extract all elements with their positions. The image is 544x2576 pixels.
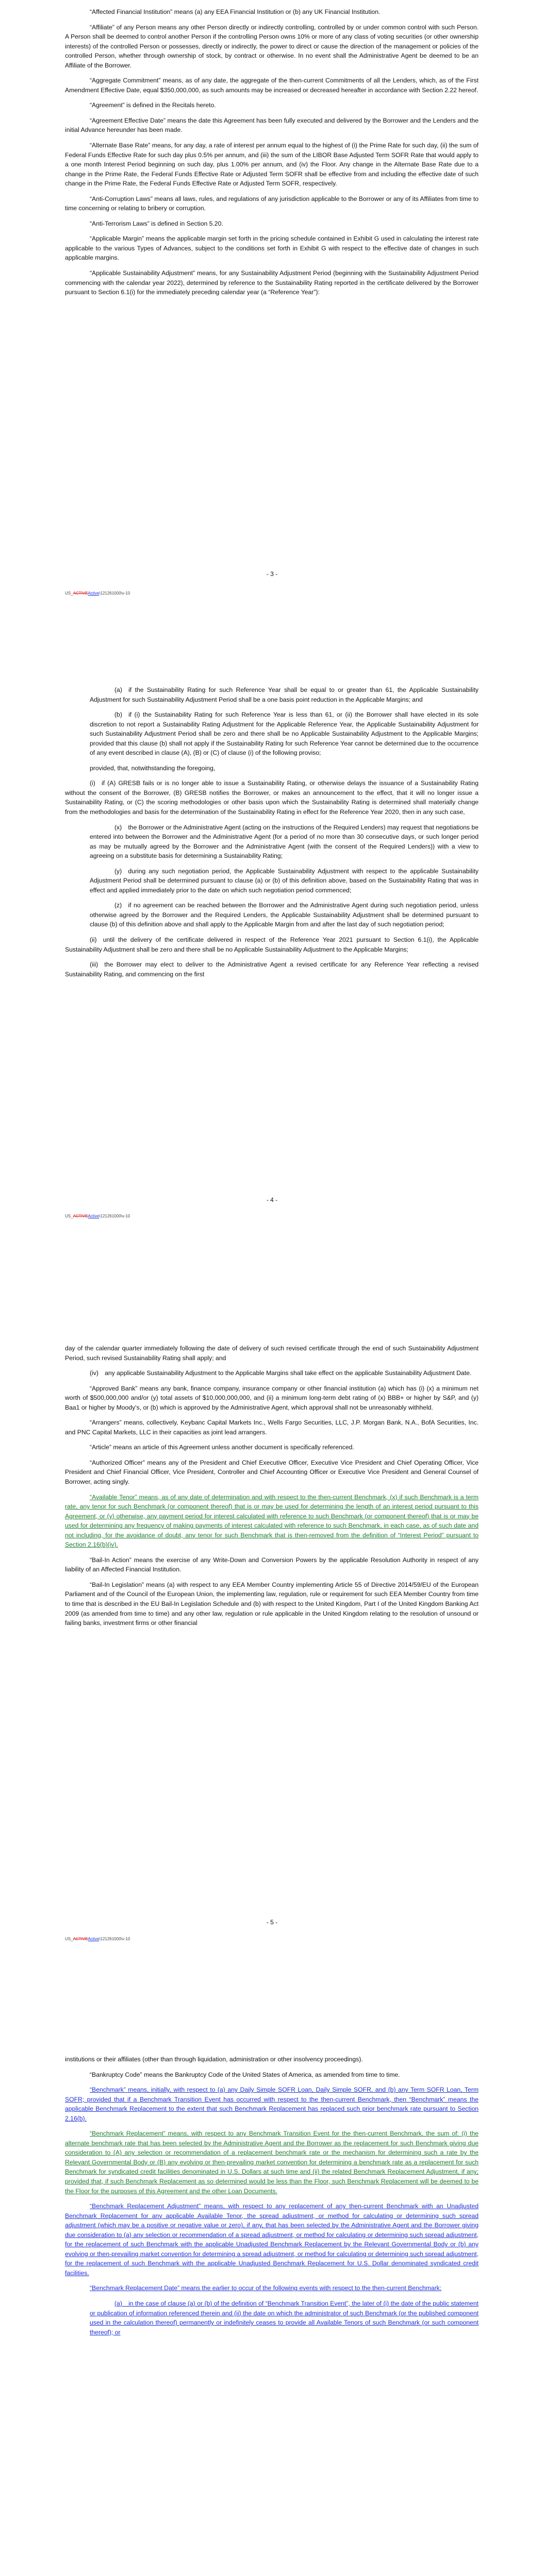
def-benchmark-replacement-date: “Benchmark Replacement Date” means the earlier to occur of the following events with respect to the then-current Benchmark: — [90, 2284, 442, 2292]
def-bail-in-action: “Bail-In Action” means the exercise of any Write-Down and Conversion Powers by the applicable Resolution Authority in respect of any liability of an Affected Financial Institution. — [65, 1556, 479, 1573]
def-benchmark-replacement-date-a: (a) in the case of clause (a) or (b) of the definition of “Benchmark Transition Event”, the later of (i) the date of the public statement or publication of information referenced therein and (ii) the date on which the administrator of such Benchmark (or the published component used in the calculation thereof) permanently or indefinitely ceases to provide all Available Tenors of such Benchmark (or such component thereof); or — [90, 2300, 479, 2336]
footer-suffix: \121261000\v-10 — [99, 591, 130, 596]
page-6-body — [65, 2055, 479, 2343]
def-affiliate: “Affiliate” of any Person means any other Person directly or indirectly controlling, controlled by or under common control with such Person. A Person shall be deemed to control another Person if the controlling Person owns 10% or more of any class of voting securities (or other ownership interests) of the controlled Person or possesses, directly or indirectly, the power to direct or cause the direction of the management or policies of the controlled Person, whether through ownership of stock, by contract or otherwise. In no event shall the Administrative Agent be deemed to be an Affiliate of the Borrower. — [65, 23, 479, 69]
asa-proviso-iii: (iii) the Borrower may elect to deliver to the Administrative Agent a revised certificate for any Reference Year reflecting a revised Sustainability Rating, and commencing on the first — [65, 961, 479, 978]
def-available-tenor: “Available Tenor” means, as of any date of determination and with respect to the then-current Benchmark, (x) if such Benchmark is a term rate, any tenor for such Benchmark (or component thereof) that is or may be used for determining the length of an interest period pursuant to this Agreement, or (y) otherwise, any payment period for interest calculated with reference to such Benchmark (or component thereof) that is or may be used for determining any frequency of making payments of interest calculated with reference to such Benchmark, in each case, as of such date and not including, for the avoidance of doubt, any tenor for such Benchmark that is then-removed from the definition of “Interest Period” pursuant to Section 2.16(b)(iv). — [65, 1493, 479, 1549]
def-agreement: “Agreement” is defined in the Recitals hereto. — [90, 101, 216, 109]
def-aggregate-commitment — [65, 76, 479, 95]
page-number: - 3 - — [266, 570, 278, 578]
footer-inserted: Active — [88, 1214, 100, 1218]
def-arrangers: “Arrangers” means, collectively, Keybanc Capital Markets Inc., Wells Fargo Securities, LLC, J.P. Morgan Bank, N.A., BofA Securities, Inc. and PNC Capital Markets, LLC in their capacities as joint lead arrangers. — [65, 1419, 479, 1436]
page-4-body — [65, 685, 479, 985]
def-approved-bank: “Approved Bank” means any bank, finance company, insurance company or other financial institution (a) which has (i) (x) a minimum net worth of $500,000,000 and/or (y) total assets of $10,000,000,000, and (ii) a minimum long-term debt rating of (x) BBB+ or higher by S&P, and (y) Baa1 or higher by Moody’s, or (b) which is approved by the Administrative Agent, which approval shall not be unreasonably withheld. — [65, 1384, 479, 1411]
def-aggregate-commitment-text: “Aggregate Commitment” means, as of any date, the aggregate of the then-current Commitments of all the Lenders, which, as of the First Amendment Effective Date, equal $350,000,000, as such amounts may be increased or decreased hereafter in accordance with Section 2.22 hereof. — [65, 77, 479, 94]
page-3-body — [65, 7, 479, 303]
footer-doc-id — [65, 590, 130, 597]
page-5-body — [65, 1344, 479, 1634]
asa-clause-b: (b) if (i) the Sustainability Rating for such Reference Year is less than 61, or (ii) the Borrower shall have elected in its sole discretion to not report a Sustainability Rating Adjustment for the Applicable Reference Year, the Applicable Sustainability Adjustment for such Sustainability Adjustment Period shall be zero and there shall be no Applicable Sustainability Adjustment to the Applicable Margins; provided that this clause (b) shall not apply if the Sustainability Rating for such Reference Year cannot be determined due to the occurrence of any event described in clause (A), (B) or (C) of clause (i) of the following proviso; — [90, 711, 479, 757]
def-benchmark-replacement: “Benchmark Replacement” means, with respect to any Benchmark Transition Event for the then-current Benchmark, the sum of: (i) the alternate benchmark rate that has been selected by the Administrative Agent and the Borrower as the replacement for such Benchmark giving due consideration to (A) any selection or recommendation of a replacement benchmark rate or the mechanism for determining such a rate by the Relevant Governmental Body or (B) any evolving or then-prevailing market convention for determining a benchmark rate as a replacement for such Benchmark for syndicated credit facilities denominated in U.S. Dollars at such time and (ii) the related Benchmark Replacement Adjustment, if any; provided that, if such Benchmark Replacement as so determined would be less than the Floor, such Benchmark Replacement will be deemed to be the Floor for the purposes of this Agreement and the other Loan Documents. — [65, 2130, 479, 2195]
footer-suffix: \121261000\v-10 — [99, 1214, 130, 1218]
page-number: - 4 - — [266, 1196, 278, 1204]
footer-deleted: ACTIVE — [73, 591, 88, 596]
footer-prefix: US_ — [65, 1214, 73, 1218]
asa-proviso-x: (x) the Borrower or the Administrative Agent (acting on the instructions of the Required Lenders) may request that negotiations be entered into between the Borrower and the Administrative Agent (for a period of no more than 30 consecutive days, or such longer period as may be mutually agreed by the Borrower and the Administrative Agent (with the consent of the Required Lenders)) with a view to agreeing on a substitute basis for determining a Sustainability Rating; — [90, 823, 479, 860]
def-anti-corruption-laws: “Anti-Corruption Laws” means all laws, rules, and regulations of any jurisdiction applicable to the Borrower or any of its Affiliates from time to time concerning or relating to bribery or corruption. — [65, 195, 479, 212]
footer-inserted: Active — [88, 1937, 100, 1941]
asa-proviso-iii-cont: day of the calendar quarter immediately following the date of delivery of such revised certificate through the end of such Sustainability Adjustment Period, such revised Sustainability Rating shall apply; and — [65, 1345, 479, 1362]
asa-proviso-iv: (iv) any applicable Sustainability Adjustment to the Applicable Margins shall take effect on the applicable Sustainability Adjustment Date. — [90, 1369, 472, 1377]
def-alternate-base-rate: “Alternate Base Rate” means, for any day, a rate of interest per annum equal to the highest of (i) the Prime Rate for such day, (ii) the sum of Federal Funds Effective Rate for such day plus 0.5% per annum, and (iii) the sum of the LIBOR Base Adjusted Term SOFR Rate that would apply to a one month Interest Period beginning on such day, plus 1.00% per annum, and (iv) the Floor. Any change in the Alternate Base Rate due to a change in the Prime Rate, the Federal Funds Effective Rate or Adjusted Term SOFR shall be effective from and including the effective date of such change in the Prime Rate, the Federal Funds Effective Rate or Adjusted Term SOFR, respectively. — [65, 142, 479, 188]
asa-proviso-ii: (ii) until the delivery of the certificate delivered in respect of the Reference Year 2021 pursuant to Section 6.1(i), the Applicable Sustainability Adjustment shall be zero and there shall be no Applicable Sustainability Adjustment to the Applicable Margins; — [65, 936, 479, 953]
footer-deleted: ACTIVE — [73, 1214, 88, 1218]
footer-doc-id — [65, 1213, 130, 1219]
footer-deleted: ACTIVE — [73, 1937, 88, 1941]
asa-proviso-i: (i) if (A) GRESB fails or is no longer able to issue a Sustainability Rating, or otherwise delays the issuance of a Sustainability Rating without the consent of the Borrower, (B) GRESB notifies the Borrower, or makes an announcement to the effect, that it will no longer issue a Sustainability Rating, or (C) the scoring methodologies or other basis upon which the Sustainability Rating is determined shall materially change from the methodologies and basis for the determination of the Sustainability Rating in effect for the Reference Year 2020, then in any such case, — [65, 779, 479, 816]
page-number: - 5 - — [266, 1919, 278, 1926]
def-benchmark: “Benchmark” means, initially, with respect to (a) any Daily Simple SOFR Loan, Daily Simple SOFR, and (b) any Term SOFR Loan, Term SOFR; provided that if a Benchmark Transition Event has occurred with respect to the then-current Benchmark, then “Benchmark” means the applicable Benchmark Replacement to the extent that such Benchmark Replacement has replaced such prior benchmark rate pursuant to Section 2.16(b). — [65, 2086, 479, 2122]
footer-doc-id — [65, 1936, 130, 1942]
def-authorized-officer: “Authorized Officer” means any of the President and Chief Executive Officer, Executive Vice President and Chief Operating Officer, Vice President and Chief Financial Officer, Vice President, Controller and Chief Accounting Officer or Executive Vice President and General Counsel of Borrower, acting singly. — [65, 1459, 479, 1486]
asa-proviso-y: (y) during any such negotiation period, the Applicable Sustainability Adjustment with respect to the applicable Sustainability Adjustment Period shall be determined pursuant to clause (a) or (b) of this definition above, based on the Sustainability Rating that was in effect and applied immediately prior to the date on which such negotiation period commenced; — [90, 867, 479, 894]
def-anti-terrorism-laws: “Anti-Terrorism Laws” is defined in Section 5.20. — [90, 219, 223, 227]
footer-prefix: US_ — [65, 1937, 73, 1941]
def-bankruptcy-code: “Bankruptcy Code” means the Bankruptcy Code of the United States of America, as amended from time to time. — [90, 2071, 400, 2078]
footer-prefix: US_ — [65, 591, 73, 596]
asa-proviso: provided, that, notwithstanding the foregoing, — [90, 764, 216, 772]
def-agreement-effective-date: “Agreement Effective Date” means the date this Agreement has been fully executed and delivered by the Borrower and the Lenders and the initial Advance hereunder has been made. — [65, 116, 479, 134]
def-applicable-sustainability-adjustment: “Applicable Sustainability Adjustment” means, for any Sustainability Adjustment Period (beginning with the Sustainability Adjustment Period commencing with the calendar year 2022), determined by reference to the Sustainability Rating reported in the certificate delivered by the Borrower pursuant to Section 6.1(i) for the immediately preceding calendar year (a “Reference Year”): — [65, 269, 479, 296]
def-bail-in-legislation: “Bail-In Legislation” means (a) with respect to any EEA Member Country implementing Article 55 of Directive 2014/59/EU of the European Parliament and of the Council of the European Union, the implementing law, regulation, rule or requirement for such EEA Member Country from time to time that is described in the EU Bail-In Legislation Schedule and (b) with respect to the United Kingdom, Part I of the United Kingdom Banking Act 2009 (as amended from time to time) and any other law, regulation or rule applicable in the United Kingdom relating to the resolution of unsound or failing banks, investment firms or other financial — [65, 1581, 479, 1627]
def-bail-in-legislation-cont: institutions or their affiliates (other than through liquidation, administration or other insolvency proceedings). — [65, 2056, 363, 2063]
footer-inserted: Active — [88, 591, 100, 596]
def-benchmark-replacement-adjustment: “Benchmark Replacement Adjustment” means, with respect to any replacement of any then-current Benchmark with an Unadjusted Benchmark Replacement for any applicable Available Tenor, the spread adjustment, or method for calculating or determining such spread adjustment (which may be a positive or negative value or zero), if any, that has been selected by the Administrative Agent and the Borrower giving due consideration to (a) any selection or recommendation of a spread adjustment, or method for calculating or determining such spread adjustment, for the replacement of such Benchmark with the applicable Unadjusted Benchmark Replacement by the Relevant Governmental Body or (b) any evolving or then-prevailing market convention for determining a spread adjustment, or method for calculating or determining such spread adjustment, for the replacement of such Benchmark with the applicable Unadjusted Benchmark Replacement for U.S. Dollar denominated syndicated credit facilities. — [65, 2202, 479, 2277]
asa-clause-a: (a) if the Sustainability Rating for such Reference Year shall be equal to or greater than 61, the Applicable Sustainability Adjustment for such Sustainability Adjustment Period shall be a one basis point reduction in the Applicable Margins; and — [90, 686, 479, 703]
asa-proviso-z: (z) if no agreement can be reached between the Borrower and the Administrative Agent during such negotiation period, unless otherwise agreed by the Borrower and the Required Lenders, the Applicable Sustainability Adjustment shall be determined pursuant to clause (b) of this definition above and shall apply to the Applicable Margin from and after the last day of such negotiation period; — [90, 902, 479, 928]
def-applicable-margin: “Applicable Margin” means the applicable margin set forth in the pricing schedule contained in Exhibit G used in calculating the interest rate applicable to the various Types of Advances, subject to the conditions set forth in Exhibit G with respect to the effective date of changes in such applicable margins. — [65, 235, 479, 262]
def-article: “Article” means an article of this Agreement unless another document is specifically referenced. — [90, 1444, 354, 1451]
def-affected-financial-institution: “Affected Financial Institution” means (a) any EEA Financial Institution or (b) any UK Financial Institution. — [90, 8, 381, 15]
footer-suffix: \121261000\v-10 — [99, 1937, 130, 1941]
